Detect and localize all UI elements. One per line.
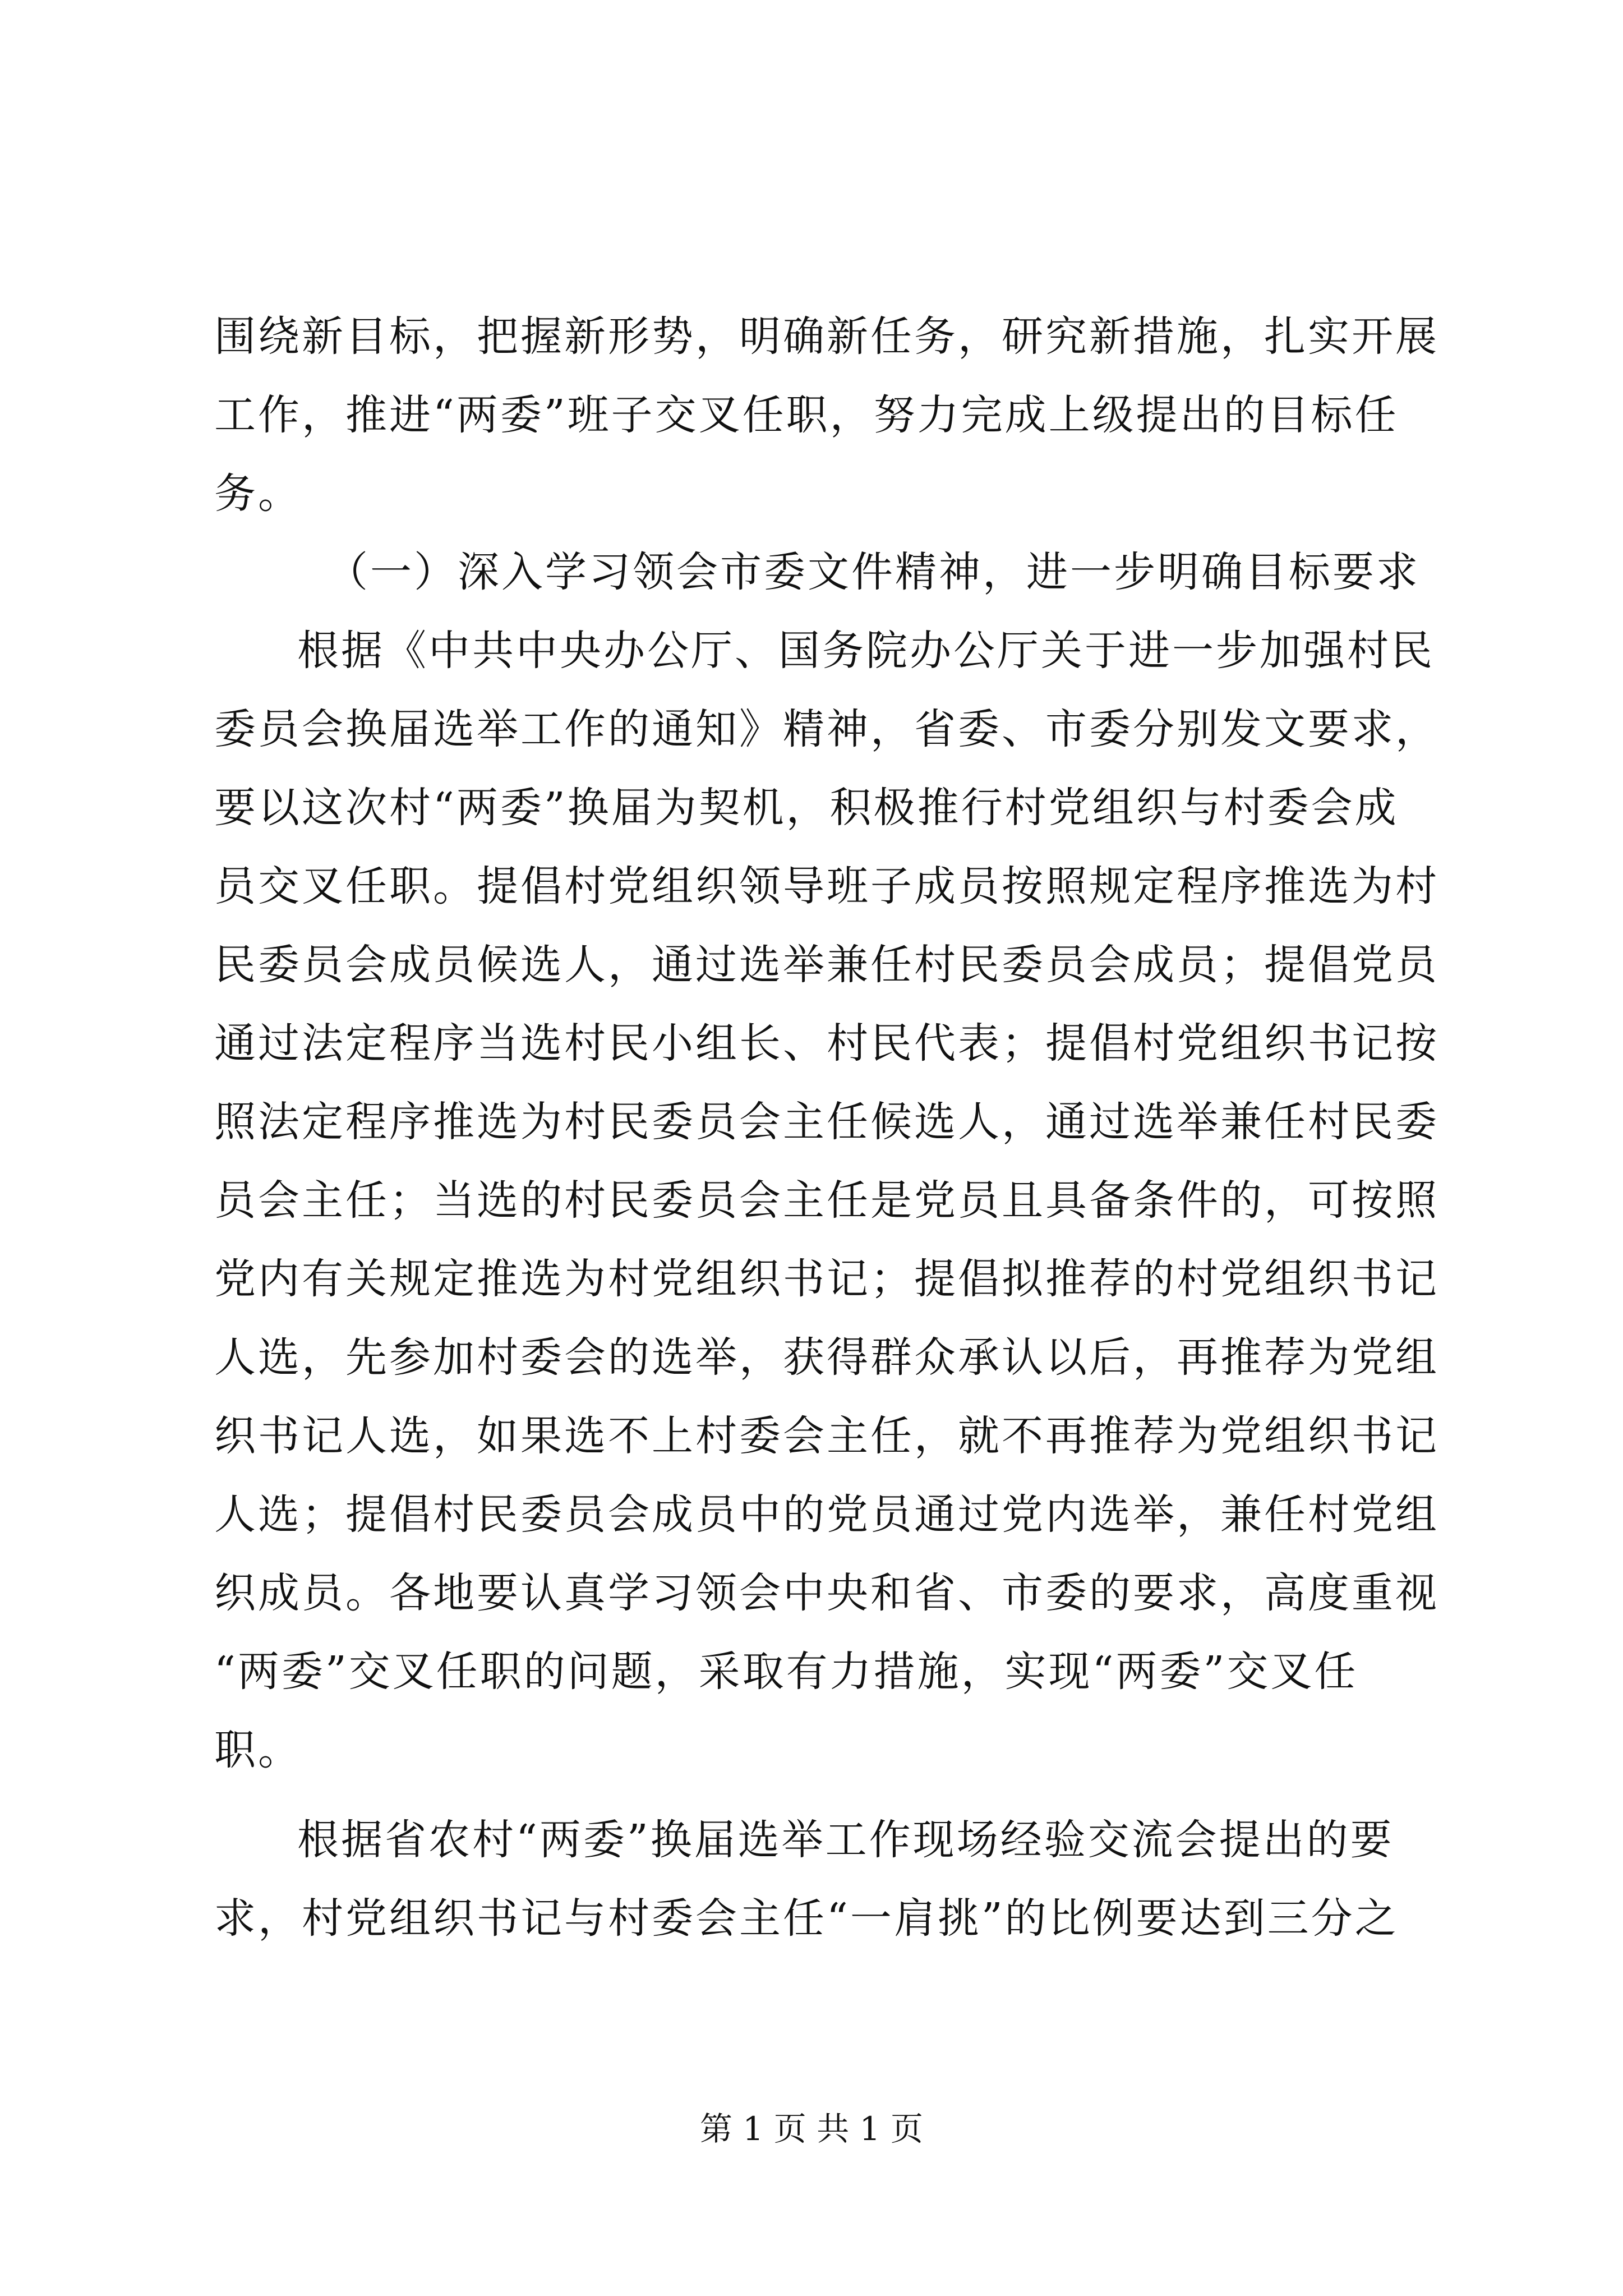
section-heading <box>214 533 1426 611</box>
text-line: 求，村党组织书记与村委会主任“一肩挑”的比例要达到三分之 <box>214 1894 1399 1943</box>
section-heading-text: （一）深入学习领会市委文件精神，进一步明确目标要求 <box>326 548 1420 596</box>
text-line: 根据《中共中央办公厅、国务院办公厅关于进一步加强村民 <box>297 627 1435 675</box>
text-line: 照法定程序推选为村民委员会主任候选人，通过选举兼任村民委 <box>214 1098 1439 1146</box>
text-line: 根据省农村“两委”换届选举工作现场经验交流会提出的要 <box>297 1816 1394 1864</box>
text-line: 围绕新目标，把握新形势，明确新任务，研究新措施，扎实开展 <box>214 312 1439 361</box>
text-line: 工作，推进“两委”班子交叉任职，努力完成上级提出的目标任 <box>214 391 1399 439</box>
paragraph <box>214 611 1439 1789</box>
text-line: 务。 <box>214 470 302 518</box>
page-number-label: 第 1 页 共 1 页 <box>700 2110 923 2148</box>
document-body <box>214 297 1439 1958</box>
text-line: 员会主任；当选的村民委员会主任是党员且具备条件的，可按照 <box>214 1176 1439 1225</box>
text-line: 织书记人选，如果选不上村委会主任，就不再推荐为党组织书记 <box>214 1412 1439 1460</box>
text-line: 民委员会成员候选人，通过选举兼任村民委员会成员；提倡党员 <box>214 941 1439 989</box>
text-line: 职。 <box>214 1726 302 1774</box>
text-line: 人选，先参加村委会的选举，获得群众承认以后，再推荐为党组 <box>214 1333 1439 1382</box>
text-line: 人选；提倡村民委员会成员中的党员通过党内选举，兼任村党组 <box>214 1490 1439 1539</box>
text-line: 委员会换届选举工作的通知》精神，省委、市委分别发文要求， <box>214 705 1439 753</box>
text-line: 织成员。各地要认真学习领会中央和省、市委的要求，高度重视 <box>214 1569 1439 1617</box>
text-line: 要以这次村“两委”换届为契机，积极推行村党组织与村委会成 <box>214 784 1399 832</box>
paragraph-spacer <box>214 1789 1426 1801</box>
text-line: 员交叉任职。提倡村党组织领导班子成员按照规定程序推选为村 <box>214 862 1439 910</box>
paragraph-continuation <box>214 297 1439 533</box>
paragraph <box>214 1801 1426 1958</box>
page-footer <box>0 2106 1623 2151</box>
text-line: “两委”交叉任职的问题，采取有力措施，实现“两委”交叉任 <box>214 1648 1358 1696</box>
text-line: 通过法定程序当选村民小组长、村民代表；提倡村党组织书记按 <box>214 1019 1439 1068</box>
text-line: 党内有关规定推选为村党组织书记；提倡拟推荐的村党组织书记 <box>214 1255 1439 1303</box>
